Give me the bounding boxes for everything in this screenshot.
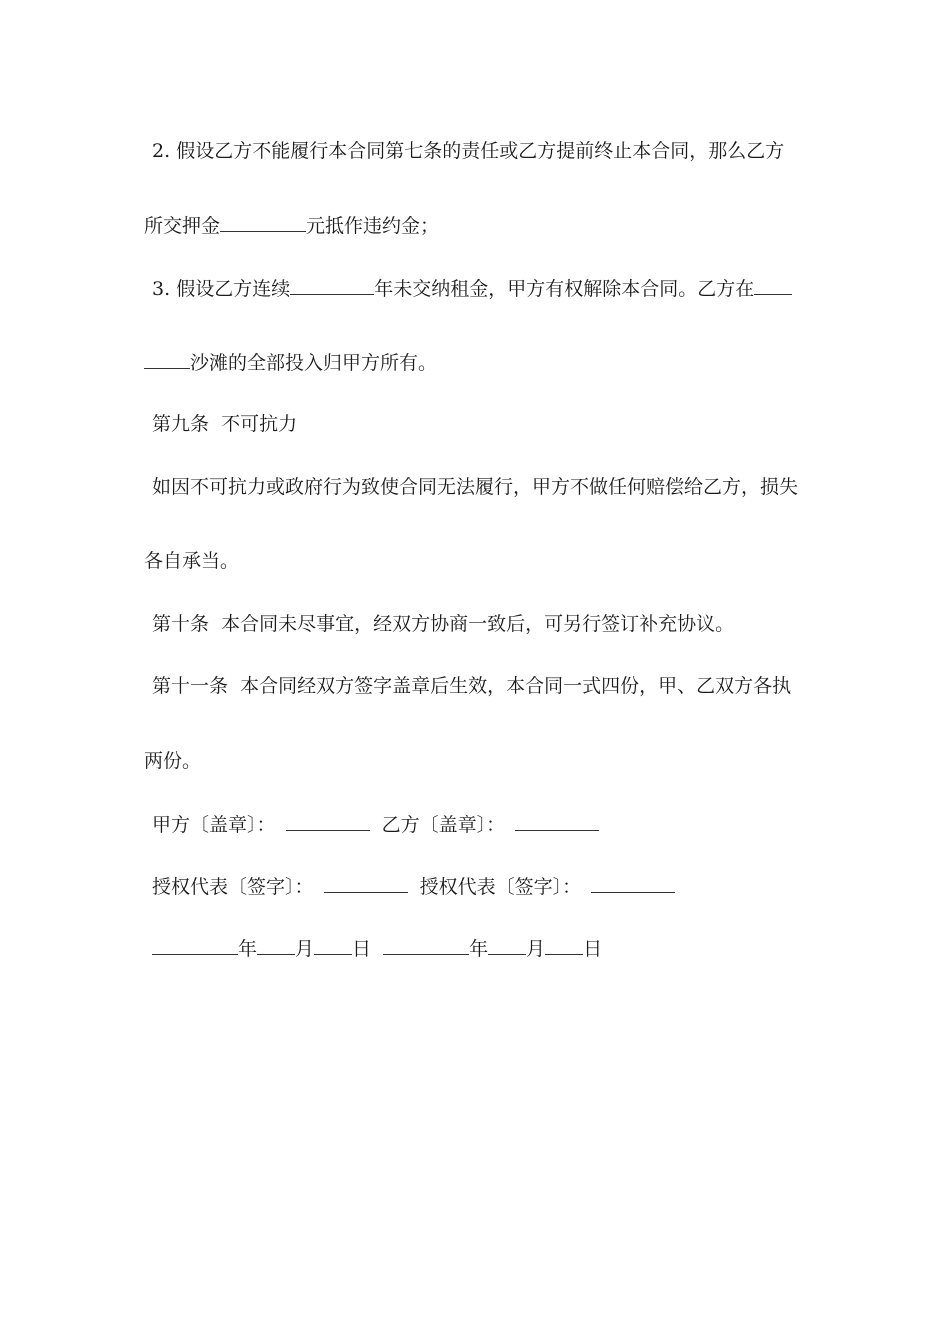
clause-text: 第十一条 本合同经双方签字盖章后生效，本合同一式四份，甲、乙双方各执 bbox=[152, 675, 792, 697]
clause-text: 如因不可抗力或政府行为致使合同无法履行，甲方不做任何赔偿给乙方，损失 bbox=[152, 476, 799, 498]
item-number: 2. bbox=[152, 140, 171, 162]
clause-text: 年未交纳租金，甲方有权解除本合同。乙方在 bbox=[374, 278, 755, 300]
clause11-line1 bbox=[152, 674, 791, 698]
years-blank[interactable] bbox=[290, 276, 374, 295]
clause8-item2-line1 bbox=[152, 139, 784, 163]
year-label: 年 bbox=[469, 938, 489, 960]
clause9-heading bbox=[152, 412, 297, 436]
clause10 bbox=[152, 612, 734, 636]
clause11-line2 bbox=[144, 749, 201, 773]
clause-text: 所交押金 bbox=[144, 215, 221, 237]
clause8-item3-line1 bbox=[152, 276, 792, 301]
representative-row bbox=[152, 874, 675, 899]
date-row bbox=[152, 936, 602, 961]
rep-b-blank[interactable] bbox=[591, 874, 675, 893]
rep-a-label: 授权代表〔签字〕： bbox=[152, 876, 314, 898]
party-a-seal-blank[interactable] bbox=[286, 812, 370, 831]
date-a-day-blank[interactable] bbox=[314, 936, 352, 955]
day-label: 日 bbox=[583, 938, 603, 960]
clause9-body-line1 bbox=[152, 475, 798, 499]
date-b-day-blank[interactable] bbox=[545, 936, 583, 955]
date-a-year-blank[interactable] bbox=[152, 936, 238, 955]
party-b-seal-blank[interactable] bbox=[515, 812, 599, 831]
clause8-item2-line2 bbox=[144, 213, 439, 238]
clause-heading: 第九条 不可抗力 bbox=[152, 413, 298, 435]
item-number: 3. bbox=[152, 278, 171, 300]
clause-text: 两份。 bbox=[144, 750, 202, 772]
clause-text: 各自承当。 bbox=[144, 550, 240, 572]
date-b-year-blank[interactable] bbox=[383, 936, 469, 955]
date-b-month-blank[interactable] bbox=[488, 936, 526, 955]
location-blank-1[interactable] bbox=[754, 276, 792, 295]
clause-text: 元抵作违约金； bbox=[306, 215, 440, 237]
clause-text: 沙滩的全部投入归甲方所有。 bbox=[190, 352, 438, 374]
month-label: 月 bbox=[295, 938, 315, 960]
location-blank-2[interactable] bbox=[144, 350, 190, 369]
deposit-blank[interactable] bbox=[220, 213, 306, 232]
year-label: 年 bbox=[238, 938, 258, 960]
clause8-item3-line2 bbox=[144, 350, 437, 375]
clause-text: 假设乙方连续 bbox=[176, 278, 291, 300]
party-b-seal-label: 乙方〔盖章〕： bbox=[381, 814, 506, 836]
rep-a-blank[interactable] bbox=[324, 874, 408, 893]
month-label: 月 bbox=[526, 938, 546, 960]
seal-row bbox=[152, 812, 599, 837]
day-label: 日 bbox=[352, 938, 372, 960]
clause-text: 假设乙方不能履行本合同第七条的责任或乙方提前终止本合同，那么乙方 bbox=[176, 140, 785, 162]
clause-text: 第十条 本合同未尽事宜，经双方协商一致后，可另行签订补充协议。 bbox=[152, 613, 735, 635]
clause9-body-line2 bbox=[144, 549, 239, 573]
date-a-month-blank[interactable] bbox=[257, 936, 295, 955]
rep-b-label: 授权代表〔签字〕： bbox=[419, 876, 582, 898]
party-a-seal-label: 甲方〔盖章〕： bbox=[152, 814, 276, 836]
